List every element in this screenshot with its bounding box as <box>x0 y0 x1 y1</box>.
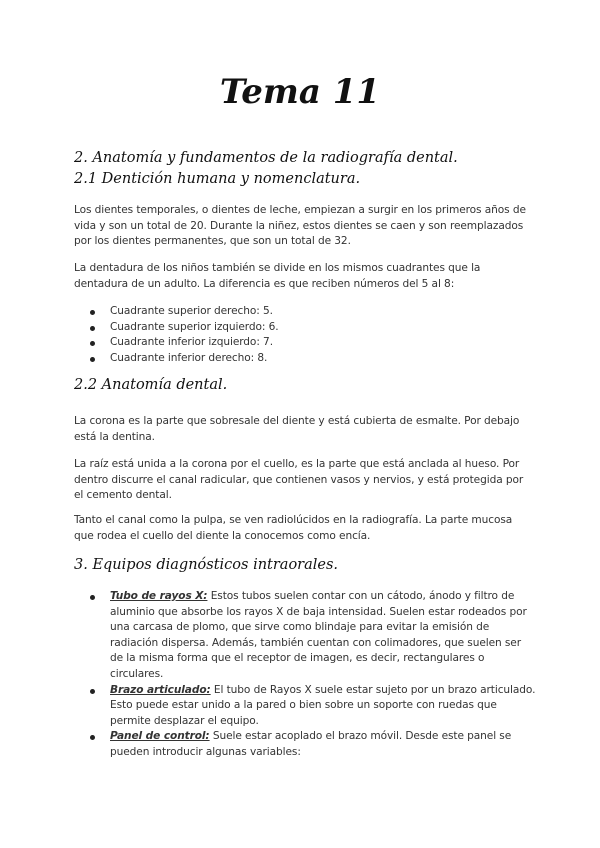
term-description: Suele estar acoplado el brazo móvil. Desde este panel se pueden introducir algunas variables: <box>110 730 512 758</box>
equipment-list <box>74 589 536 761</box>
paragraph-crown: La corona es la parte que sobresale del diente y está cubierta de esmalte. Por debajo está la dentina. <box>74 415 520 443</box>
list-item <box>74 729 536 760</box>
paragraph-temporary-teeth: Los dientes temporales, o dientes de leche, empiezan a surgir en los primeros años de vida y son un total de 20. Durante la niñez, estos dientes se caen y son reemplazados por los dientes permanentes, que son un total de 32. <box>74 204 526 248</box>
paragraph-canal: Tanto el canal como la pulpa, se ven radiolúcidos en la radiografía. La parte mucosa que rodea el cuello del diente la conocemos como encía. <box>74 514 513 542</box>
term-label: Panel de control: <box>110 730 210 743</box>
list-item: Cuadrante superior derecho: 5. <box>74 304 534 320</box>
paragraph-children-quadrants: La dentadura de los niños también se divide en los mismos cuadrantes que la dentadura de un adulto. La diferencia es que reciben números del 5 al 8: <box>74 262 481 290</box>
section-heading-3: 3. Equipos diagnósticos intraorales. <box>74 557 339 573</box>
term-description: El tubo de Rayos X suele estar sujeto por un brazo articulado. Esto puede estar unido a la pared o bien sobre un soporte con ruedas que permite desplazar el equipo. <box>110 683 536 727</box>
section-heading-2: 2. Anatomía y fundamentos de la radiografía dental. <box>74 150 458 166</box>
term-label: Tubo de rayos X: <box>110 590 208 602</box>
section-heading-2-1: 2.1 Dentición humana y nomenclatura. <box>74 171 361 187</box>
list-item: Cuadrante inferior derecho: 8. <box>74 351 534 367</box>
section-heading-2-2: 2.2 Anatomía dental. <box>74 377 228 393</box>
list-item: Cuadrante superior izquierdo: 6. <box>74 320 534 336</box>
paragraph-root: La raíz está unida a la corona por el cuello, es la parte que está anclada al hueso. Por dentro discurre el canal radicular, que contienen vasos y nervios, y está protegida por el cemento dental. <box>74 458 524 502</box>
term-label: Brazo articulado: <box>110 683 211 696</box>
list-item <box>74 589 536 683</box>
page-title: Tema 11 <box>219 72 381 112</box>
list-item <box>74 683 536 730</box>
quadrant-list <box>74 304 534 366</box>
list-item: Cuadrante inferior izquierdo: 7. <box>74 335 534 351</box>
term-description: Estos tubos suelen contar con un cátodo, ánodo y filtro de aluminio que absorbe los rayos X de baja intensidad. Suelen estar rodeados por una carcasa de plomo, que sirve como blindaje para evitar la emisión de radiación dispersa. Además, también cuentan con colimadores, que suelen ser de la misma forma que el receptor de imagen, es decir, rectangulares o circulares. <box>110 590 527 680</box>
